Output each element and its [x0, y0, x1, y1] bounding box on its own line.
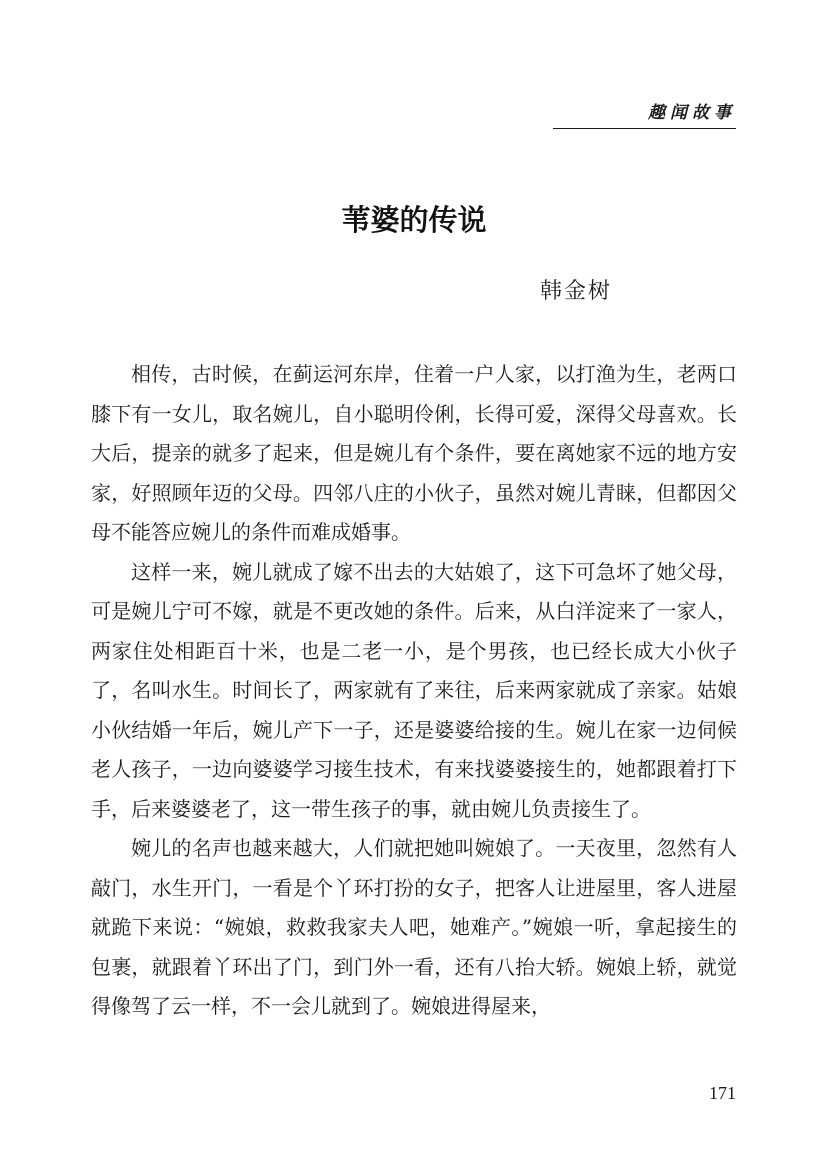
paragraph: 相传，古时候，在蓟运河东岸，住着一户人家，以打渔为生，老两口膝下有一女儿，取名婉儿，自小聪明伶俐，长得可爱，深得父母喜欢。长大后，提亲的就多了起来，但是婉儿有个条件，要在离她家不远的地方安家，好照顾年迈的父母。四邻八庄的小伙子，虽然对婉儿青睐，但都因父母不能答应婉儿的条件而难成婚事。: [91, 362, 737, 544]
running-header: [553, 98, 736, 129]
paragraph: 这样一来，婉儿就成了嫁不出去的大姑娘了，这下可急坏了她父母，可是婉儿宁可不嫁，就是不更改她的条件。后来，从白洋淀来了一家人，两家住处相距百十米，也是二老一小，是个男孩，也已经长成大小伙子了，名叫水生。时间长了，两家就有了来往，后来两家就成了亲家。姑娘小伙结婚一年后，婉儿产下一子，还是婆婆给接的生。婉儿在家一边伺候老人孩子，一边向婆婆学习接生技术，有来找婆婆接生的，她都跟着打下手，后来婆婆老了，这一带生孩子的事，就由婉儿负责接生了。: [91, 559, 737, 821]
page-number: 171: [709, 1083, 736, 1103]
article-title: 苇婆的传说: [341, 203, 487, 237]
article-author: 韩金树: [540, 279, 613, 304]
section-label: 趣闻故事: [648, 103, 736, 123]
header-rule: [553, 128, 736, 129]
paragraph: 婉儿的名声也越来越大，人们就把她叫婉娘了。一天夜里，忽然有人敲门，水生开门，一看是个丫环打扮的女子，把客人让进屋里，客人进屋就跪下来说：“婉娘，救救我家夫人吧，她难产。”婉娘一听，拿起接生的包裹，就跟着丫环出了门，到门外一看，还有八抬大轿。婉娘上轿，就觉得像驾了云一样，不一会儿就到了。婉娘进得屋来，: [91, 836, 737, 1018]
article-body: [91, 355, 737, 1027]
